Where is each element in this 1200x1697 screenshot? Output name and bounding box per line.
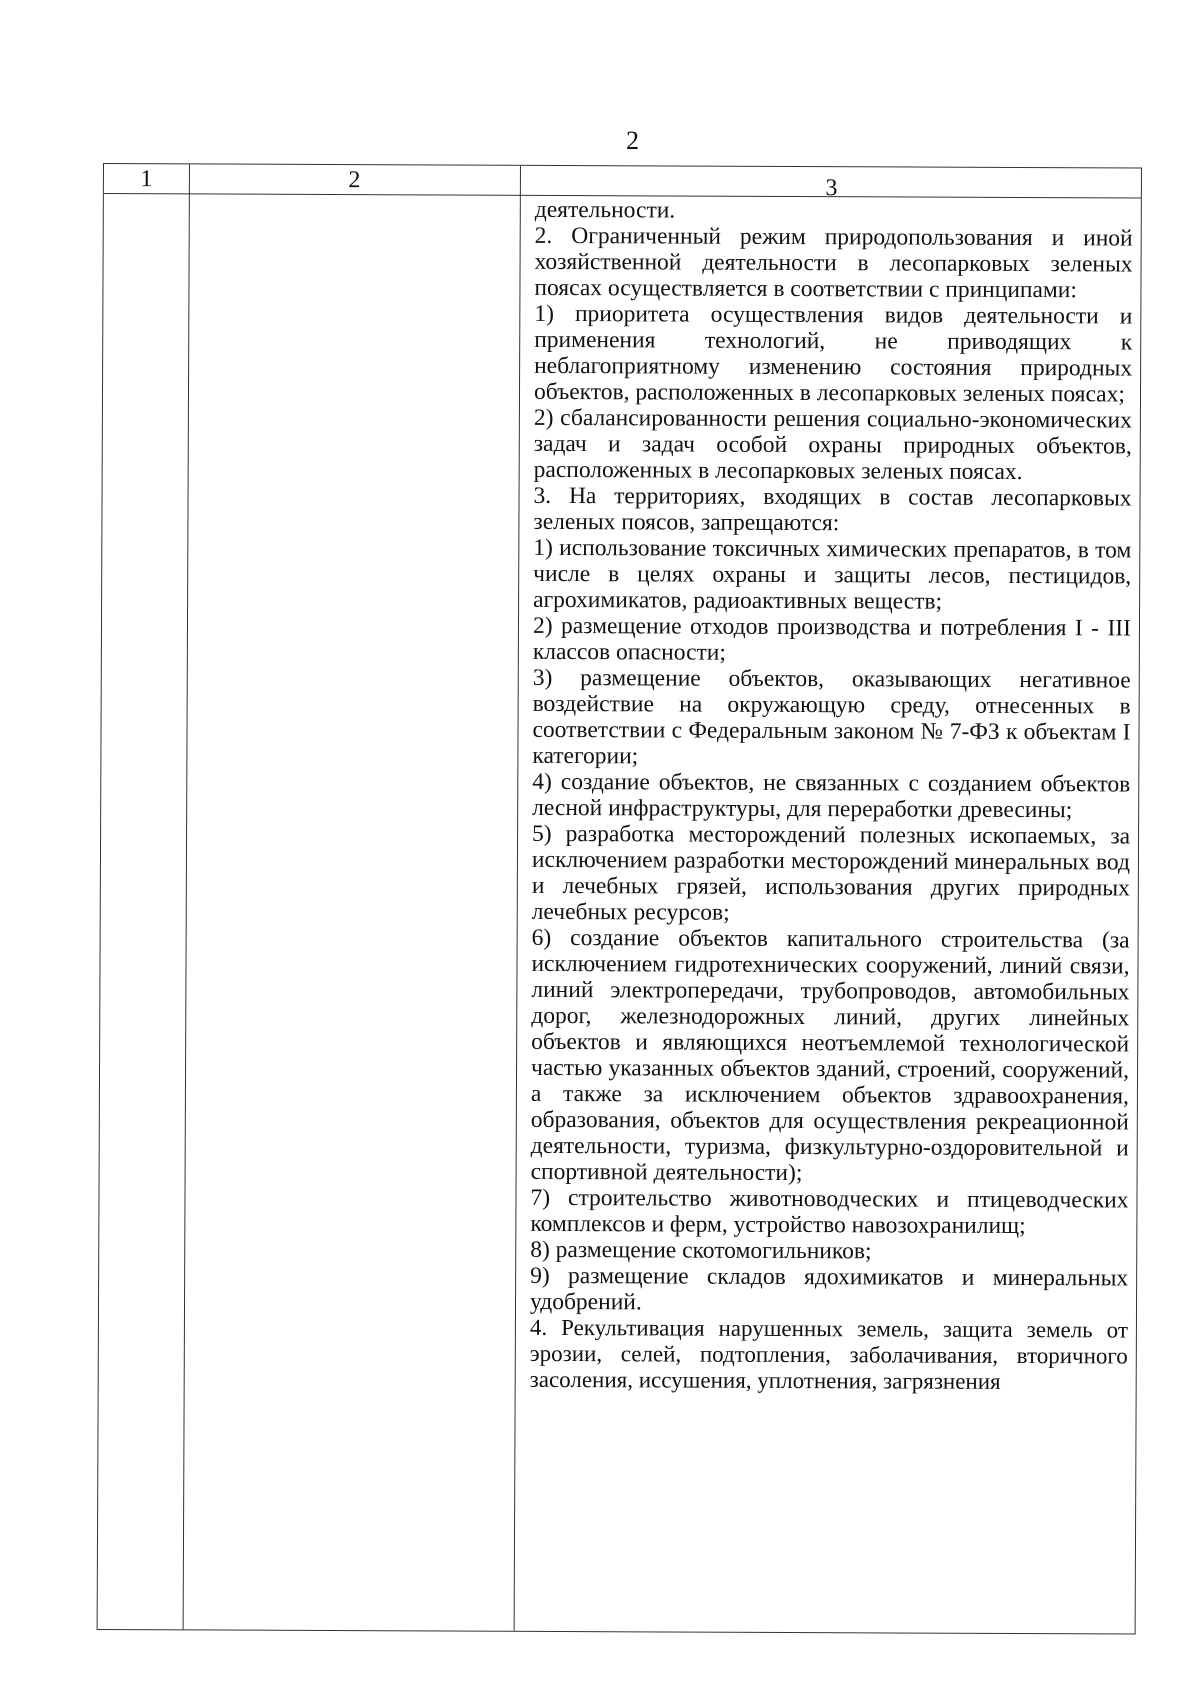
paragraph: 1) использование токсичных химических препаратов, в том числе в целях охраны и защиты лесов, пестицидов, агрохимикатов, радиоактивных веществ; [533,534,1132,615]
paragraph: 2. Ограниченный режим природопользования и иной хозяйственной деятельности в лесопарковых зеленых поясах осуществляется в соответствии с принципами: [534,222,1133,304]
page-number: 2 [626,126,639,155]
paragraph: 1) приоритета осуществления видов деятельности и применения технологий, не приводящих к неблагоприятному изменению состояния природных объектов, расположенных в лесопарковых зеленых поясах; [533,300,1133,408]
column-header-3: 3 [825,175,838,202]
column-3-cell [530,197,1133,1396]
paragraph: 3. На территориях, входящих в состав лесопарковых зеленых поясов, запрещаются: [533,482,1132,537]
paragraph: 4. Рекультивация нарушенных земель, защита земель от эрозии, селей, подтопления, заболачивания, вторичного засоления, иссушения, уплотнения, загрязнения [529,1314,1128,1394]
paragraph: 7) строительство животноводческих и птицеводческих комплексов и ферм, устройство навозохранилищ; [530,1184,1129,1240]
paragraph: 8) размещение скотомогильников; [530,1236,872,1265]
column-divider [514,166,521,1631]
document-table [97,163,1142,1635]
paragraph: 4) создание объектов, не связанных с созданием объектов лесной инфраструктуры, для переработки древесины; [532,768,1131,824]
paragraph: 6) создание объектов капитального строительства (за исключением гидротехнических сооружений, линий связи, линий электропередачи, трубопроводов, автомобильных дорог, железнодорожных линий, других линейных объектов и являющихся неотъемлемой технологической частью указанных объектов зданий, строений, сооружений, а также за исключением объектов здравоохранения, образования, объектов для осуществления рекреационной деятельности, туризма, физкультурно-оздоровительной и спортивной деятельности); [530,924,1130,1187]
column-header-1: 1 [140,166,153,193]
paragraph: 3) размещение объектов, оказывающих негативное воздействие на окружающую среду, отнесенных в соответствии с Федеральным законом № 7-ФЗ к объектам I категории; [532,664,1131,770]
column-header-2: 2 [348,167,361,194]
paragraph: 5) разработка месторождений полезных ископаемых, за исключением разработки месторождений минеральных вод и лечебных грязей, использования других природных лечебных ресурсов; [531,820,1131,926]
paragraph: 2) размещение отходов производства и потребления I - III классов опасности; [532,612,1132,666]
paragraph: 9) размещение складов ядохимикатов и минеральных удобрений. [529,1262,1129,1316]
paragraph: деятельности. [534,196,676,224]
column-divider [183,164,190,1629]
paragraph: 2) сбалансированности решения социально-экономических задач и задач особой охраны природных объектов, расположенных в лесопарковых зеленых поясах. [533,404,1132,486]
